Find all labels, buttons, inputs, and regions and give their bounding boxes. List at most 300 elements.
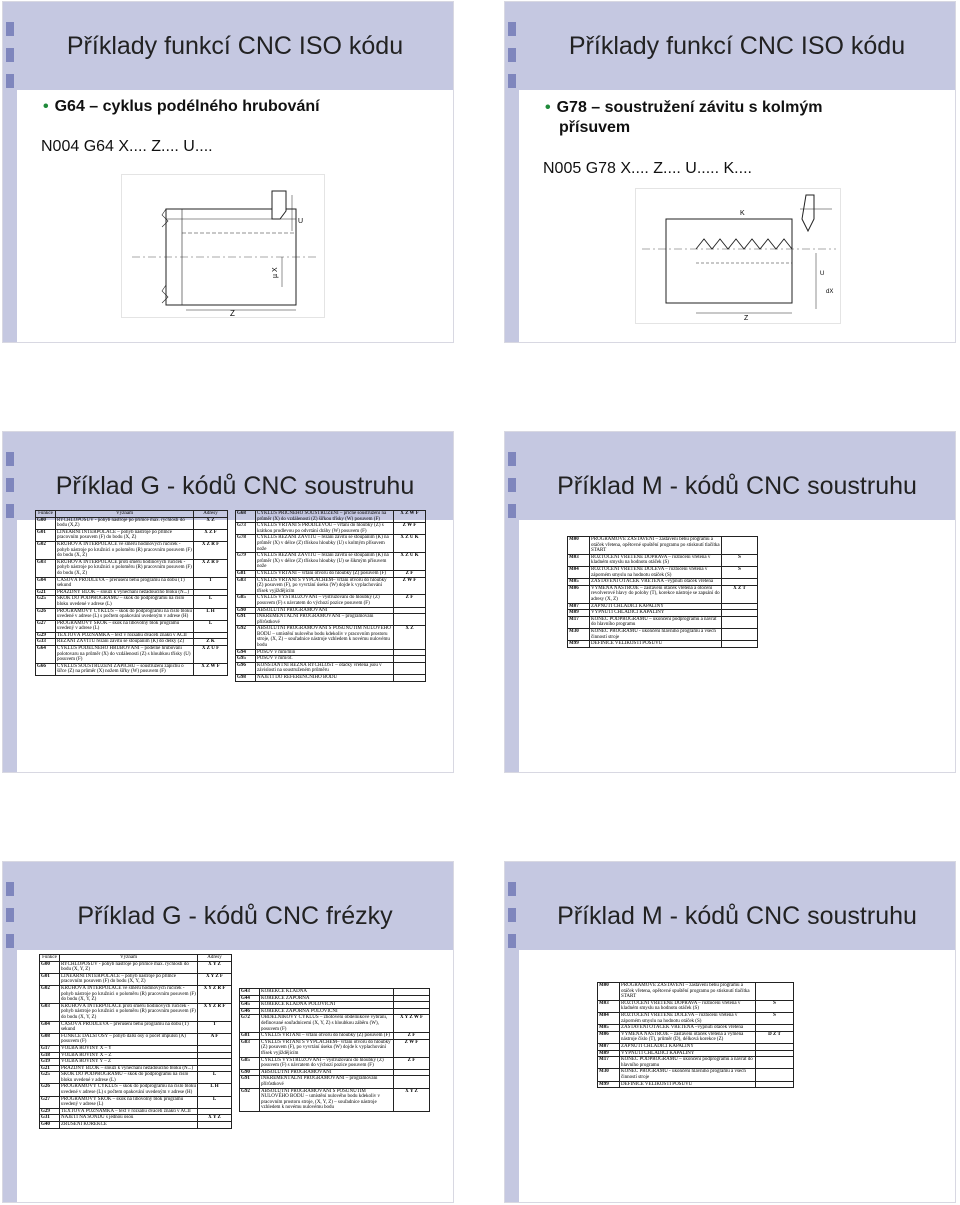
table-row: [598, 1043, 794, 1050]
address-cell: X Z: [394, 626, 426, 649]
diagram-label-z: Z: [230, 309, 235, 318]
code-cell: M03: [568, 554, 590, 566]
table-row: [598, 1000, 794, 1012]
table-header-cell: Adresy: [194, 511, 228, 518]
address-cell: L: [198, 1072, 232, 1084]
address-cell: [394, 995, 430, 1002]
table-row: [36, 608, 228, 620]
code-cell: G68: [236, 511, 256, 523]
code-cell: G33: [36, 639, 56, 646]
address-cell: X Y Z: [198, 1115, 232, 1122]
code-cell: G91: [236, 614, 256, 626]
slide-side-bar: [505, 432, 519, 772]
address-cell: X Z U F: [194, 646, 228, 664]
table-row: [36, 529, 228, 541]
code-line: N004 G64 X.... Z.... U....: [41, 138, 213, 155]
table-body: [36, 511, 228, 676]
code-cell: G29: [40, 1108, 60, 1115]
meaning-cell: RYCHLOPOSUV - pohyb nástroje po přímce max. rychlostí do bodu (X,Z): [56, 517, 194, 529]
code-cell: G91: [240, 1076, 260, 1088]
table-row: [240, 1039, 430, 1057]
meaning-cell: POSUV v mm/min: [256, 649, 394, 656]
address-cell: L: [198, 1096, 232, 1108]
slide-6: [505, 862, 955, 1202]
bullet-icon: •: [545, 99, 551, 116]
code-cell: G00: [36, 517, 56, 529]
code-cell: G85: [236, 595, 256, 607]
address-cell: Z F: [394, 570, 426, 577]
thread-cutting-diagram: [635, 188, 841, 324]
address-cell: [394, 656, 426, 663]
meaning-cell: ZAPNUTÍ CHLADICÍ KAPALINY: [590, 603, 722, 610]
meaning-cell: CYKLUS VYSTRUŽOVÁNÍ – vystružování do hloubky (Z) posuvem (F) s návratem do výchozí pozice posuvem (F): [260, 1057, 394, 1069]
table-row: [40, 961, 232, 973]
code-cell: M30: [598, 1069, 620, 1081]
address-cell: T: [194, 577, 228, 589]
meaning-cell: ABSOLUTNÍ PROGRAMOVÁNÍ: [260, 1069, 394, 1076]
meaning-cell: RYCHLOPOSUV - pohyb nástroje po přímce max. rychlostí do bodu (X, Y, Z): [60, 961, 198, 973]
address-cell: S: [722, 554, 758, 566]
table-header-cell: Význam: [56, 511, 194, 518]
code-cell: G04: [40, 1021, 60, 1033]
table-header-cell: Význam: [60, 955, 198, 962]
meaning-cell: KONEC PODPROGRAMU – ukončení podprogramu a návrat do hlavního programu: [620, 1057, 756, 1069]
address-cell: [194, 589, 228, 596]
meaning-cell: POSUV v mm/ot.: [256, 656, 394, 663]
address-cell: [198, 1045, 232, 1052]
address-cell: [394, 614, 426, 626]
table-row: [236, 535, 426, 553]
slide-side-bar: [3, 862, 17, 1202]
table-row: [36, 541, 228, 559]
code-cell: G26: [40, 1084, 60, 1096]
meaning-cell: VOLBA ROVINY X – Y: [60, 1045, 198, 1052]
address-cell: [394, 662, 426, 674]
meaning-cell: FUNKCE DALŠÍ OSY – pohyb další osy o počet impulsů (A) posuvem (F): [60, 1033, 198, 1045]
meaning-cell: LINEÁRNÍ INTERPOLACE – pohyb nástroje po přímce pracovním posuvem (F) do bodu (X, Y, Z): [60, 973, 198, 985]
address-cell: X Y Z R F: [198, 1003, 232, 1021]
address-cell: X Y Z R F: [198, 985, 232, 1003]
address-cell: X Y Z F: [198, 973, 232, 985]
table-row: [240, 1076, 430, 1088]
table-row: [568, 603, 758, 610]
slide-title: Příklad M - kódů CNC soustruhu: [557, 901, 917, 930]
meaning-cell: CYKLUS VRTÁNÍ – vrtání otvoru do hloubky (Z) posuvem (F): [260, 1033, 394, 1040]
table-row: [240, 1057, 430, 1069]
table-row: [36, 639, 228, 646]
code-cell: M03: [598, 1000, 620, 1012]
meaning-cell: CYKLUS PŘÍČNÉHO SOUSTRUŽENÍ – příčné soustružení na průměr (X) do vzdálenosti (Z) šířkou třísky (W) posuvem (F): [256, 511, 394, 523]
table-row: [568, 554, 758, 566]
address-cell: S: [756, 1012, 794, 1024]
address-cell: [722, 616, 758, 628]
meaning-cell: ABSOLUTNÍ PROGRAMOVÁNÍ S POSUNUTÍM NULOVÉHO BODU – umístění nulového bodu kdekoliv v pracovním prostoru stroje, (X, Z) – souřadnice nástroje vzhledem k novému nulovému bodu: [256, 626, 394, 649]
table-body: [598, 983, 794, 1088]
slide-1: [3, 2, 453, 342]
slide-side-bar: [505, 2, 519, 342]
code-cell: G03: [40, 1003, 60, 1021]
table-row: [598, 1057, 794, 1069]
address-cell: X Z T: [722, 585, 758, 603]
diagram-label-x: µ X: [272, 267, 279, 278]
table-row: [598, 1031, 794, 1043]
meaning-cell: VÝMĚNA NÁSTROJE – zastavení otáček vřetena a otočení revolverové hlavy do polohy (T), korekce nástroje se zapsání do adresy (X, Z): [591, 585, 720, 602]
table-row: [36, 646, 228, 664]
address-cell: Z F: [394, 1033, 430, 1040]
code-cell: G29: [36, 632, 56, 639]
code-cell: G46: [240, 1008, 260, 1015]
meaning-cell: CYKLUS ŘEZÁNÍ ZÁVITŮ – řezání závitu se stoupáním (K) na průměr (X) v délce (Z) třískou hloubky (U) s kolmým přísuvem nože: [256, 535, 394, 553]
address-cell: X Z U K: [394, 553, 426, 571]
table-row: [40, 1052, 232, 1059]
table-row: [40, 1084, 232, 1096]
table-row: [236, 614, 426, 626]
meaning-cell: CYKLUS VYSTRUŽOVÁNÍ – vystružování do hloubky (Z) posuvem (F) s návratem do výchozí pozice posuvem (F): [256, 595, 394, 607]
code-cell: G27: [40, 1096, 60, 1108]
table-row: [236, 662, 426, 674]
table-row: [598, 1050, 794, 1057]
code-cell: G31: [40, 1115, 60, 1122]
bullet-label: G64 – cyklus podélného hrubování: [54, 98, 320, 115]
meaning-cell: ZAPNUTÍ CHLADICÍ KAPALINY: [620, 1043, 756, 1050]
meaning-cell: ZRUŠENÍ KOREKCE: [60, 1122, 198, 1129]
code-cell: G43: [240, 989, 260, 996]
meaning-cell: ROZTOČENÍ VŘETENE DOLEVA – roztočení vřetena v záporném smyslu na hodnotu otáček (S): [620, 1012, 756, 1024]
address-cell: Z W F: [394, 1039, 430, 1057]
meaning-cell: SKOK DO PODPROGRAMU – skok do podprogramu na číslo bloku uvedené v adrese (L): [60, 1072, 198, 1084]
meaning-cell: OBDÉLNÍKOVÝ CYKLUS – zhotovení obdélníkové vybrání, definované souřadnicemi (X, Y, Z) s hloubkou záběru (W), posuvem (F): [260, 1015, 394, 1033]
address-cell: [194, 632, 228, 639]
address-cell: [394, 607, 426, 614]
table-header-cell: Funkce: [40, 955, 60, 962]
code-cell: G25: [40, 1072, 60, 1084]
slide-2: [505, 2, 955, 342]
m-code-table: [567, 536, 758, 648]
meaning-cell: ŘEZÁNÍ ZÁVITŮ řezání závitu se stoupáním (K) do délky (Z): [56, 639, 194, 646]
meaning-cell: ZASTAVENÍ OTÁČEK VŘETENA –vypnutí otáček vřetena: [590, 579, 722, 586]
table-row: [240, 1008, 430, 1015]
table-row: [236, 626, 426, 649]
meaning-cell: ABSOLUTNÍ PROGRAMOVÁNÍ S POSUNUTÍM NULOVÉHO BODU – umístění nulového bodu kdekoliv v pracovním prostoru stroje, (X, Y, Z) – souřadnice nástroje vzhledem k novému nulovému bodu: [260, 1088, 394, 1111]
meaning-cell: KRUHOVÁ INTERPOLACE proti směru hodinových ručiček - pohyb nástroje po kružnici o poloměru (R) pracovním posuvem (F) do bodu (X, Y, Z): [61, 1003, 196, 1020]
table-row: [40, 1059, 232, 1066]
code-line: N005 G78 X.... Z.... U..... K....: [543, 160, 752, 177]
table-body: [568, 537, 758, 648]
address-cell: [722, 579, 758, 586]
meaning-cell: ČASOVÁ PRODLEVA – přerušení běhu programu na dobu (T) sekund: [56, 577, 194, 589]
meaning-cell: ROZTOČENÍ VŘETENE DOPRAVA – roztočení vřetena v kladném smyslu na hodnotu otáček (S): [590, 554, 722, 566]
table-row: [240, 989, 430, 996]
address-cell: [756, 1057, 794, 1069]
diagram-label-z: Z: [744, 315, 749, 322]
address-cell: [722, 641, 758, 648]
code-cell: G26: [36, 608, 56, 620]
code-cell: G18: [40, 1052, 60, 1059]
code-cell: G66: [36, 663, 56, 675]
table-row: [598, 1069, 794, 1081]
meaning-cell: VOLBA ROVINY Y – Z: [60, 1059, 198, 1066]
table-row: [40, 1072, 232, 1084]
table-row: [568, 537, 758, 555]
table-row: [240, 1002, 430, 1009]
code-cell: G64: [36, 646, 56, 664]
meaning-cell: PROGRAMOVÝ SKOK – skok na libovolný blok programu uvedený v adrese (L): [60, 1096, 198, 1108]
table-row: [40, 1096, 232, 1108]
table-body: [236, 511, 426, 682]
table-row: [36, 589, 228, 596]
table-row: [40, 1045, 232, 1052]
table-row: [40, 1065, 232, 1072]
address-cell: S: [722, 566, 758, 578]
table-row: [40, 985, 232, 1003]
code-cell: G79: [236, 553, 256, 571]
code-cell: G02: [36, 541, 56, 559]
code-cell: G21: [40, 1065, 60, 1072]
table-row: [40, 973, 232, 985]
table-row: [236, 649, 426, 656]
meaning-cell: CYKLUS PODÉLNÉHO HRUBOVÁNÍ – podélné hrubování polotovaru na průměr (X) do vzdálenosti (Z) s hloubkou třísky (U) posuvem (F): [56, 646, 194, 664]
code-cell: M05: [568, 579, 590, 586]
address-cell: X Z U K: [394, 535, 426, 553]
meaning-cell: DEFINICE VELIKOSTI POSUVU: [590, 641, 722, 648]
meaning-cell: INKREMENTÁLNÍ PROGRAMOVÁNÍ – programování přírůstkové: [256, 614, 394, 626]
slide-title: Příklad G - kódů CNC soustruhu: [55, 471, 415, 500]
code-cell: M99: [568, 641, 590, 648]
table-row: [598, 1081, 794, 1088]
table-row: [568, 628, 758, 640]
code-cell: G94: [236, 649, 256, 656]
code-cell: M00: [598, 983, 620, 1001]
address-cell: [394, 1008, 430, 1015]
address-cell: [198, 1122, 232, 1129]
code-cell: G27: [36, 620, 56, 632]
meaning-cell: VYPNUTÍ CHLADICÍ KAPALINY: [620, 1050, 756, 1057]
meaning-cell: CYKLUS VRTÁNÍ S VÝPLACHEM– vrtání otvoru do hloubky (Z) posuvem (F), po vyvrtání úseku (W) dojde k vyplachování třísek vyjíždějícím: [256, 577, 394, 595]
bullet-label-line1: G78 – soustružení závitu s kolmým: [556, 99, 823, 116]
table-header-row: [36, 511, 228, 518]
code-cell: M06: [598, 1031, 620, 1043]
address-cell: Z F: [394, 595, 426, 607]
g-code-table-right: [235, 510, 426, 682]
table-row: [240, 1088, 430, 1111]
table-row: [240, 995, 430, 1002]
code-cell: M09: [598, 1050, 620, 1057]
code-cell: M17: [598, 1057, 620, 1069]
address-cell: [756, 1050, 794, 1057]
table-row: [568, 585, 758, 603]
code-cell: G01: [36, 529, 56, 541]
address-cell: [394, 675, 426, 682]
meaning-cell: ČASOVÁ PRODLEVA – přerušení běhu programu na dobu (T) sekund: [60, 1021, 198, 1033]
table-header-cell: Funkce: [36, 511, 56, 518]
address-cell: X Z R F: [194, 559, 228, 577]
meaning-cell: PRÁZDNÝ BLOK – slouží k vynechání nežádoucího bloku (N...): [56, 589, 194, 596]
address-cell: L H: [198, 1084, 232, 1096]
meaning-cell: PROGRAMOVÉ ZASTAVENÍ – zastavení běhu programu a otáček vřetena, opětovné spuštění programu po stisknutí tlačítka START: [620, 983, 756, 1001]
code-cell: G17: [40, 1045, 60, 1052]
address-cell: X Z: [194, 517, 228, 529]
code-cell: M06: [568, 585, 590, 603]
code-cell: G01: [40, 973, 60, 985]
slide-4: [505, 432, 955, 772]
table-row: [40, 1021, 232, 1033]
address-cell: [756, 1025, 794, 1032]
slide-title: Příklady funkcí CNC ISO kódu: [568, 31, 906, 60]
diagram-label-u: U: [820, 271, 825, 277]
meaning-cell: PRÁZDNÝ BLOK – slouží k vynechání nežádoucího bloku (N...): [60, 1065, 198, 1072]
lathe-roughing-diagram: [121, 174, 325, 318]
code-cell: G95: [236, 656, 256, 663]
address-cell: A F: [198, 1033, 232, 1045]
milling-g-code-table-right: [239, 988, 430, 1112]
table-row: [36, 559, 228, 577]
address-cell: X Z R F: [194, 541, 228, 559]
meaning-cell: KONEC PROGRAMU - ukončení hlavního programu a všech činností stroje: [590, 628, 722, 640]
meaning-cell: KONEC PROGRAMU - ukončení hlavního programu a všech činností stroje: [620, 1069, 756, 1081]
code-cell: G00: [40, 961, 60, 973]
address-cell: [756, 1069, 794, 1081]
table-row: [40, 1115, 232, 1122]
address-cell: [756, 983, 794, 1001]
code-cell: G04: [36, 577, 56, 589]
slide-title: Příklady funkcí CNC ISO kódu: [66, 31, 404, 60]
table-row: [236, 511, 426, 523]
meaning-cell: NAJETÍ NA SONDU s jednou osou: [60, 1115, 198, 1122]
code-cell: G81: [236, 570, 256, 577]
meaning-cell: PROGRAMOVÝ CYKLUS – skok do podprogramu na číslo bloku uvedené v adrese (L) s počtem opakování uvedeným v adrese (H): [61, 1084, 196, 1096]
meaning-cell: CYKLUS VRTÁNÍ S PRODLEVOU – vrtání do hloubky (Z) s krátkou prodlevou po odvrtání dráhy (W) posuvem (F): [256, 523, 394, 535]
slide-title: Příklad M - kódů CNC soustruhu: [557, 471, 917, 500]
code-cell: G02: [40, 985, 60, 1003]
code-cell: G25: [36, 596, 56, 608]
address-cell: X Z F: [194, 529, 228, 541]
slide-title: Příklad G - kódů CNC frézky: [77, 901, 393, 930]
address-cell: [394, 1076, 430, 1088]
slide-side-bar: [3, 432, 17, 772]
table-row: [236, 523, 426, 535]
code-cell: G21: [36, 589, 56, 596]
table-row: [568, 616, 758, 628]
table-row: [236, 675, 426, 682]
meaning-cell: VOLBA ROVINY X – Z: [60, 1052, 198, 1059]
code-cell: G44: [240, 995, 260, 1002]
diagram-label-u: U: [298, 218, 304, 225]
g-code-table-left: [35, 510, 228, 676]
meaning-cell: KONEC PODPROGRAMU – ukončení podprogramu a návrat do hlavního programu: [590, 616, 722, 628]
table-row: [598, 983, 794, 1001]
table-row: [568, 641, 758, 648]
table-row: [36, 632, 228, 639]
code-cell: G72: [240, 1015, 260, 1033]
table-row: [40, 1108, 232, 1115]
code-cell: G83: [236, 577, 256, 595]
diagram-label-dx: dX: [826, 289, 834, 295]
meaning-cell: SKOK DO PODPROGRAMU – skok do podprogramu na číslo bloku uvedené v adrese (L): [56, 596, 194, 608]
meaning-cell: CYKLUS SOUSTRUŽENÍ ZÁPICHU – soustružení zápichu o šířce (Z) na průměr (X) nožem šířky (W) posuvem (F): [56, 663, 194, 675]
table-row: [236, 570, 426, 577]
meaning-cell: CYKLUS VRTÁNÍ – vrtání otvoru do hloubky (Z) posuvem (F): [256, 570, 394, 577]
table-row: [236, 656, 426, 663]
address-cell: [394, 1069, 430, 1076]
meaning-cell: CYKLUS ŘEZÁNÍ ZÁVITŮ – řezání závitu se stoupáním (K) na průměr (X) v délce (Z) třískou hloubky (U) se šikmým přísuvem nože: [256, 553, 394, 571]
code-cell: G90: [240, 1069, 260, 1076]
table-row: [40, 1122, 232, 1129]
code-cell: M04: [568, 566, 590, 578]
table-row: [36, 577, 228, 589]
meaning-cell: KOREKCE ZÁPORNÁ POLOVIČNÍ: [260, 1008, 394, 1015]
address-cell: [722, 603, 758, 610]
address-cell: [198, 1052, 232, 1059]
code-cell: M05: [598, 1025, 620, 1032]
meaning-cell: VÝMĚNA NÁSTROJE – zastavení otáček vřetena a výměna nástroje číslo (T), průměr (D), délková korekce (Z): [620, 1031, 756, 1043]
milling-g-code-table-left: [39, 954, 232, 1129]
meaning-cell: KOREKCE ZÁPORNÁ: [260, 995, 394, 1002]
meaning-cell: TEXTOVÁ POZNÁMKA – text v rozsahu dvaceti znaků v ACII: [60, 1108, 198, 1115]
code-cell: G03: [36, 559, 56, 577]
address-cell: X Y Z: [198, 961, 232, 973]
meaning-cell: ROZTOČENÍ VŘETENE DOPRAVA – roztočení vřetena v kladném smyslu na hodnotu otáček (S): [620, 1000, 756, 1012]
code-cell: G40: [40, 1122, 60, 1129]
meaning-cell: PROGRAMOVÝ SKOK – skok na libovolný blok programu uvedený v adrese (L): [56, 620, 194, 632]
address-cell: [756, 1081, 794, 1088]
table-row: [36, 663, 228, 675]
address-cell: [394, 989, 430, 996]
table-row: [568, 579, 758, 586]
address-cell: [722, 628, 758, 640]
code-cell: M17: [568, 616, 590, 628]
meaning-cell: PROGRAMOVÉ ZASTAVENÍ – zastavení běhu programu a otáček vřetena, opětovné spuštění programu po stisknutí tlačítka START: [591, 537, 720, 554]
address-cell: [722, 610, 758, 617]
code-cell: G92: [240, 1088, 260, 1111]
table-header-row: [40, 955, 232, 962]
slide-5: [3, 862, 453, 1202]
address-cell: [198, 1108, 232, 1115]
table-row: [568, 610, 758, 617]
address-cell: Z K: [194, 639, 228, 646]
code-cell: G92: [236, 626, 256, 649]
code-cell: G90: [236, 607, 256, 614]
table-row: [40, 1033, 232, 1045]
address-cell: [198, 1065, 232, 1072]
table-row: [236, 607, 426, 614]
table-row: [240, 1069, 430, 1076]
address-cell: [722, 537, 758, 555]
address-cell: L H: [194, 608, 228, 620]
slide-3: [3, 432, 453, 772]
table-body: [240, 989, 430, 1112]
code-cell: G81: [240, 1033, 260, 1040]
meaning-cell: PROGRAMOVÝ CYKLUS – skok do podprogramu na číslo bloku uvedené v adrese (L) s počtem opakování uvedeným v adrese (H): [57, 608, 192, 620]
table-row: [236, 595, 426, 607]
meaning-cell: KOREKCE KLADNÁ POLOVIČNÍ: [260, 1002, 394, 1009]
address-cell: D Z T: [756, 1031, 794, 1043]
meaning-cell: KRUHOVÁ INTERPOLACE proti směru hodinových ručiček - pohyb nástroje po kružnici o poloměru (R) pracovním posuvem (F) do bodu (X, Z): [57, 559, 192, 576]
meaning-cell: ZASTAVENÍ OTÁČEK VŘETENA –vypnutí otáček vřetena: [620, 1025, 756, 1032]
table-row: [598, 1025, 794, 1032]
code-cell: M30: [568, 628, 590, 640]
meaning-cell: KOREKCE KLADNÁ: [260, 989, 394, 996]
bullet-icon: •: [43, 98, 49, 115]
meaning-cell: TEXTOVÁ POZNÁMKA – text v rozsahu dvaceti znaků v ACII: [56, 632, 194, 639]
address-cell: Z W F: [394, 523, 426, 535]
code-cell: G19: [40, 1059, 60, 1066]
meaning-cell: CYKLUS VRTÁNÍ S VÝPLACHEM– vrtání otvoru do hloubky (Z) posuvem (F), po vyvrtání úseku (W) dojde k vyplachování třísek vyjíždějícím: [260, 1039, 394, 1057]
code-cell: G08: [40, 1033, 60, 1045]
address-cell: T: [198, 1021, 232, 1033]
meaning-cell: KRUHOVÁ INTERPOLACE ve směru hodinových ručiček - pohyb nástroje po kružnici o poloměru (R) pracovním posuvem (F) do bodu (X, Y, Z): [61, 985, 196, 1003]
meaning-cell: KRUHOVÁ INTERPOLACE ve směru hodinových ručiček - pohyb nástroje po kružnici o poloměru (R) pracovním posuvem (F) do bodu (X, Z): [57, 541, 192, 559]
code-cell: M07: [568, 603, 590, 610]
